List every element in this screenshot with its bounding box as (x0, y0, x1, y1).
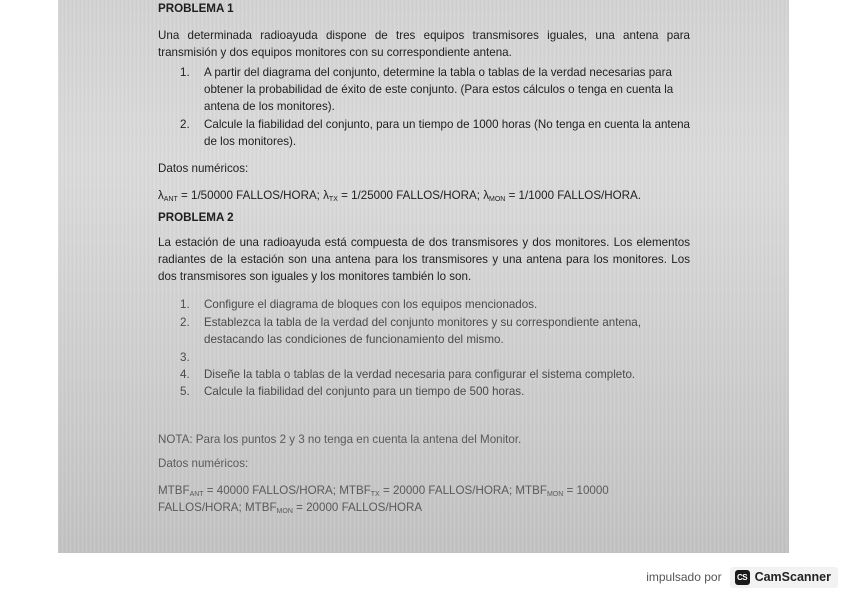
list-item: 2. Calcule la fiabilidad del conjunto, para un tiempo de 1000 horas (No tenga en cuenta la antena de los monitores). (180, 118, 690, 148)
list-item: 1. Configure el diagrama de bloques con los equipos mencionados. (180, 298, 538, 311)
list-item: 5. Calcule la fiabilidad del conjunto para un tiempo de 500 horas. (180, 385, 525, 398)
problem-2-list (158, 296, 690, 400)
scanned-page (58, 0, 789, 553)
mtbf-values: $MTBF_{ANT} = 40000$ FALLOS/HORA; $MTBF_{TX} = 20000$ FALLOS/HORA; $MTBF_{MON} = 10000$ FALLOS/HORA; $MTBF_{MON} = 20000$ FALLOS/HORA (158, 484, 609, 515)
problem-2-data-label: Datos numéricos: (158, 457, 249, 470)
document-content (158, 0, 690, 516)
list-item-text: Establezca la tabla de la verdad del conjunto monitores y su correspondiente antena, destacando las condiciones de funcionamiento del mismo. (204, 316, 641, 346)
problem-1-title: PROBLEMA 1 (158, 2, 234, 15)
list-item: 3. (180, 351, 190, 364)
list-item-text: Diseñe la tabla o tablas de la verdad necesaria para configurar el sistema completo. (204, 368, 636, 381)
problem-2-title: PROBLEMA 2 (158, 211, 234, 224)
problem-1-intro: Una determinada radioayuda dispone de tres equipos transmisores iguales, una antena para transmisión y dos equipos monitores con su correspondiente antena. (158, 29, 690, 59)
list-item-text: Configure el diagrama de bloques con los equipos mencionados. (204, 298, 538, 311)
powered-by-label: impulsado por (646, 570, 722, 584)
problem-2-intro: La estación de una radioayuda está compuesta de dos transmisores y dos monitores. Los elementos radiantes de la estación son una antena para los transmisores y una antena para los monitores. Los dos transmisores son iguales y los monitores también lo son. (158, 236, 690, 283)
problem-2-note: NOTA: Para los puntos 2 y 3 no tenga en cuenta la antena del Monitor. (158, 433, 522, 446)
list-item-text: Calcule la fiabilidad del conjunto, para un tiempo de 1000 horas (No tenga en cuenta la antena de los monitores). (204, 118, 690, 148)
camscanner-brand: CamScanner (754, 570, 831, 584)
camscanner-logo-icon: CS (735, 570, 750, 585)
problem-1-data-label: Datos numéricos: (158, 162, 249, 175)
list-item: 2. Establezca la tabla de la verdad del conjunto monitores y su correspondiente antena, destacando las condiciones de funcionamiento del mismo. (180, 316, 641, 346)
camscanner-badge[interactable] (730, 567, 838, 588)
camscanner-footer (646, 565, 838, 589)
list-item-text: A partir del diagrama del conjunto, determine la tabla o tablas de la verdad necesarias para obtener la probabilidad de éxito de este conjunto. (Para estos cálculos o tenga en cuenta la antena de los monitores). (204, 66, 674, 113)
list-item-text: Calcule la fiabilidad del conjunto para un tiempo de 500 horas. (204, 385, 525, 398)
problem-1-list (158, 64, 690, 150)
list-item: 4. Diseñe la tabla o tablas de la verdad necesaria para configurar el sistema completo. (180, 368, 636, 381)
lambda-values: $\lambda_{ANT} = 1/50000$ FALLOS/HORA; $\lambda_{TX} = 1/25000$ FALLOS/HORA; $\lambda_{MON} = 1/1000$ FALLOS/HORA. (158, 189, 641, 203)
list-item: 1. A partir del diagrama del conjunto, determine la tabla o tablas de la verdad necesarias para obtener la probabilidad de éxito de este conjunto. (Para estos cálculos o tenga en cuenta la antena de los monitores). (180, 66, 674, 113)
